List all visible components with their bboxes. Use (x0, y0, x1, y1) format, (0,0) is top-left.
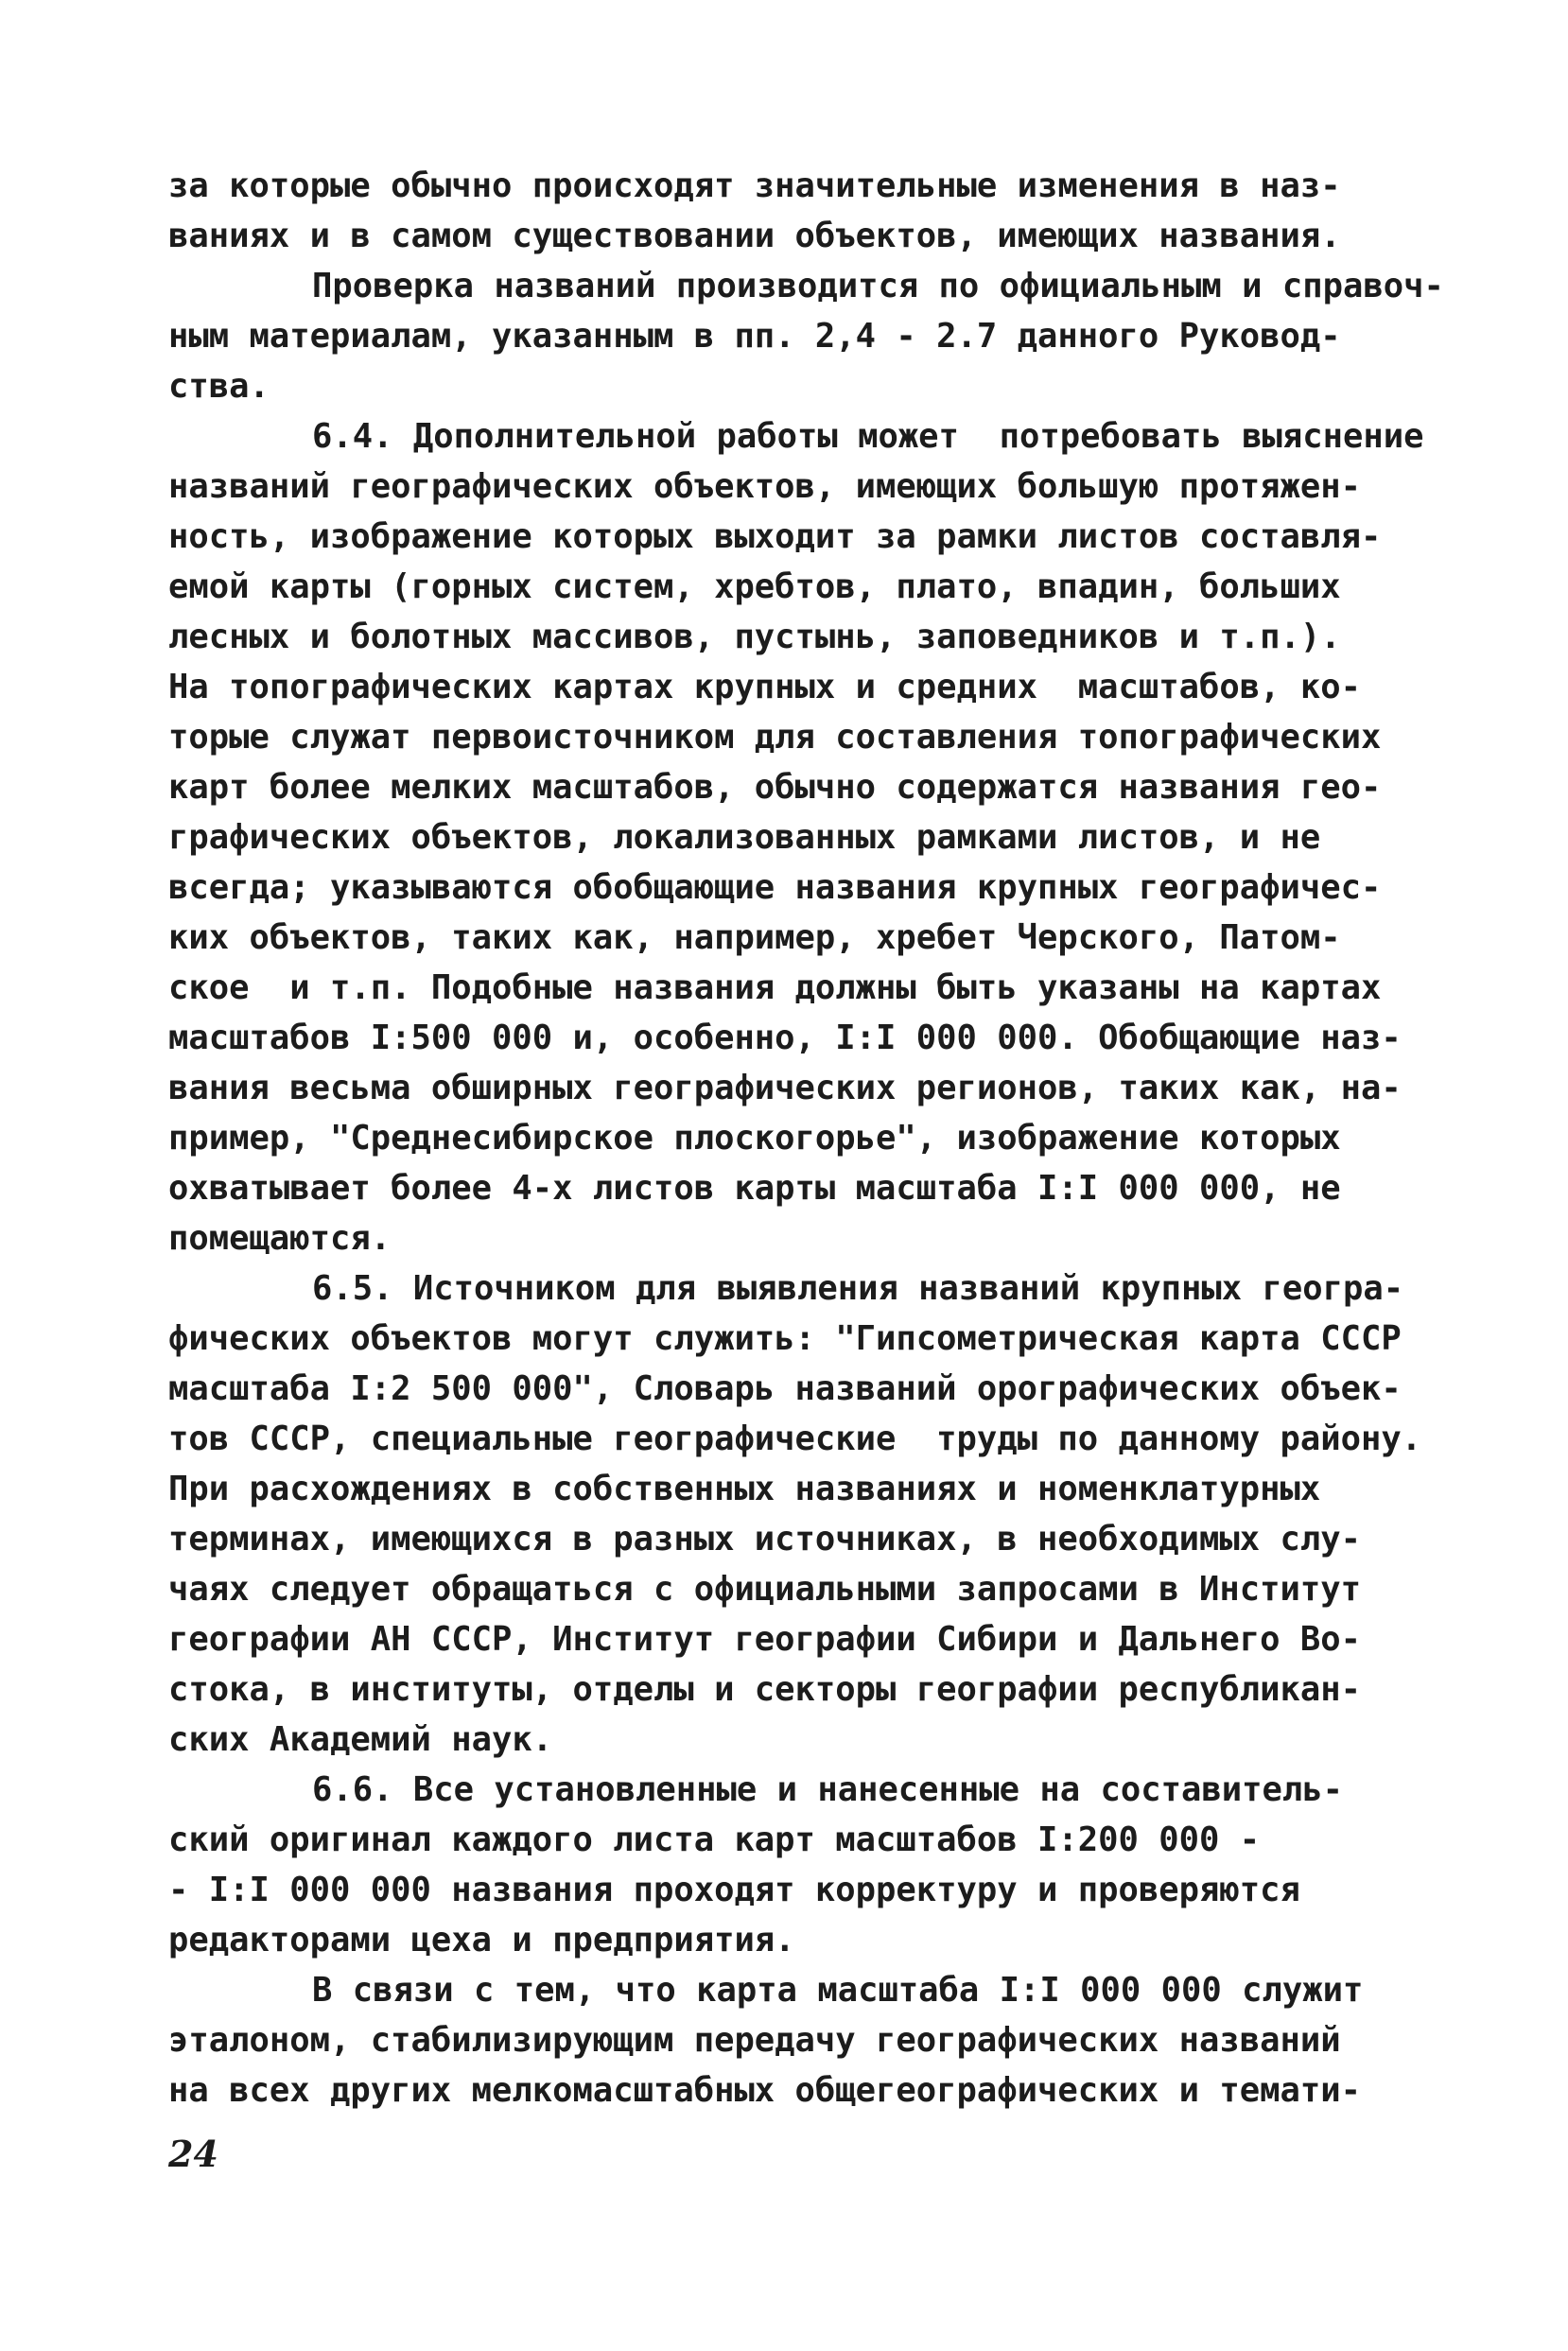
text-line: пример, "Среднесибирское плоскогорье", изображение которых (168, 1119, 1341, 1158)
text-line: ность, изображение которых выходит за рамки листов составля- (168, 517, 1382, 556)
text-line: ское и т.п. Подобные названия должны быть указаны на картах (168, 968, 1382, 1007)
text-line: торые служат первоисточником для составления топографических (168, 718, 1382, 757)
text-line: ства. (168, 367, 270, 406)
text-line: ваниях и в самом существовании объектов, имеющих названия. (168, 217, 1341, 255)
text-line: При расхождениях в собственных названиях и номенклатурных (168, 1470, 1321, 1508)
body-text (168, 161, 1445, 2116)
text-line: графических объектов, локализованных рамками листов, и не (168, 818, 1321, 857)
text-line: вания весьма обширных географических регионов, таких как, на- (168, 1069, 1402, 1107)
text-line: ских Академий наук. (168, 1720, 553, 1759)
text-line: за которые обычно происходят значительные изменения в наз- (168, 166, 1341, 205)
text-line: В связи с тем, что карта масштаба I:I 000 000 служит (312, 1971, 1364, 2010)
text-line: лесных и болотных массивов, пустынь, заповедников и т.п.). (168, 618, 1341, 656)
text-line: ких объектов, таких как, например, хребет Черского, Патом- (168, 918, 1341, 957)
text-line: географии АН СССР, Институт географии Сибири и Дальнего Во- (168, 1620, 1361, 1659)
text-line: терминах, имеющихся в разных источниках, в необходимых слу- (168, 1520, 1361, 1559)
text-line: масштабов I:500 000 и, особенно, I:I 000 000. Обобщающие наз- (168, 1019, 1402, 1057)
text-line: редакторами цеха и предприятия. (168, 1921, 795, 1959)
text-line: тов СССР, специальные географические труды по данному району. (168, 1419, 1422, 1458)
text-line: - I:I 000 000 названия проходят корректуру и проверяются (168, 1871, 1300, 1909)
text-line: названий географических объектов, имеющих большую протяжен- (168, 467, 1361, 506)
text-line: на всех других мелкомасштабных общегеографических и темати- (168, 2071, 1361, 2110)
section-6-6-heading-line: 6.6. Все установленные и нанесенные на составитель- (312, 1770, 1344, 1809)
text-line: На топографических картах крупных и средних масштабов, ко- (168, 668, 1361, 706)
text-line: всегда; указываются обобщающие названия крупных географичес- (168, 868, 1382, 907)
text-line: помещаются. (168, 1219, 392, 1258)
text-line: стока, в институты, отделы и секторы географии республикан- (168, 1670, 1361, 1709)
text-line: эталоном, стабилизирующим передачу географических названий (168, 2021, 1341, 2060)
text-line: фических объектов могут служить: "Гипсометрическая карта СССР (168, 1319, 1402, 1358)
text-line: охватывает более 4-х листов карты масштаба I:I 000 000, не (168, 1169, 1341, 1208)
text-line: Проверка названий производится по официальным и справоч- (312, 267, 1444, 305)
text-line: карт более мелких масштабов, обычно содержатся названия гео- (168, 768, 1382, 807)
section-6-5-heading-line: 6.5. Источником для выявления названий крупных геогра- (312, 1269, 1404, 1308)
text-line: чаях следует обращаться с официальными запросами в Институт (168, 1570, 1361, 1609)
text-line: ский оригинал каждого листа карт масштабов I:200 000 - (168, 1820, 1261, 1859)
text-line: емой карты (горных систем, хребтов, плато, впадин, больших (168, 567, 1341, 606)
page-number: 24 (168, 2133, 218, 2175)
section-6-4-heading-line: 6.4. Дополнительной работы может потребовать выяснение (312, 417, 1424, 456)
text-line: ным материалам, указанным в пп. 2,4 - 2.7 данного Руковод- (168, 317, 1341, 356)
text-line: масштаба I:2 500 000", Словарь названий орографических объек- (168, 1369, 1402, 1408)
